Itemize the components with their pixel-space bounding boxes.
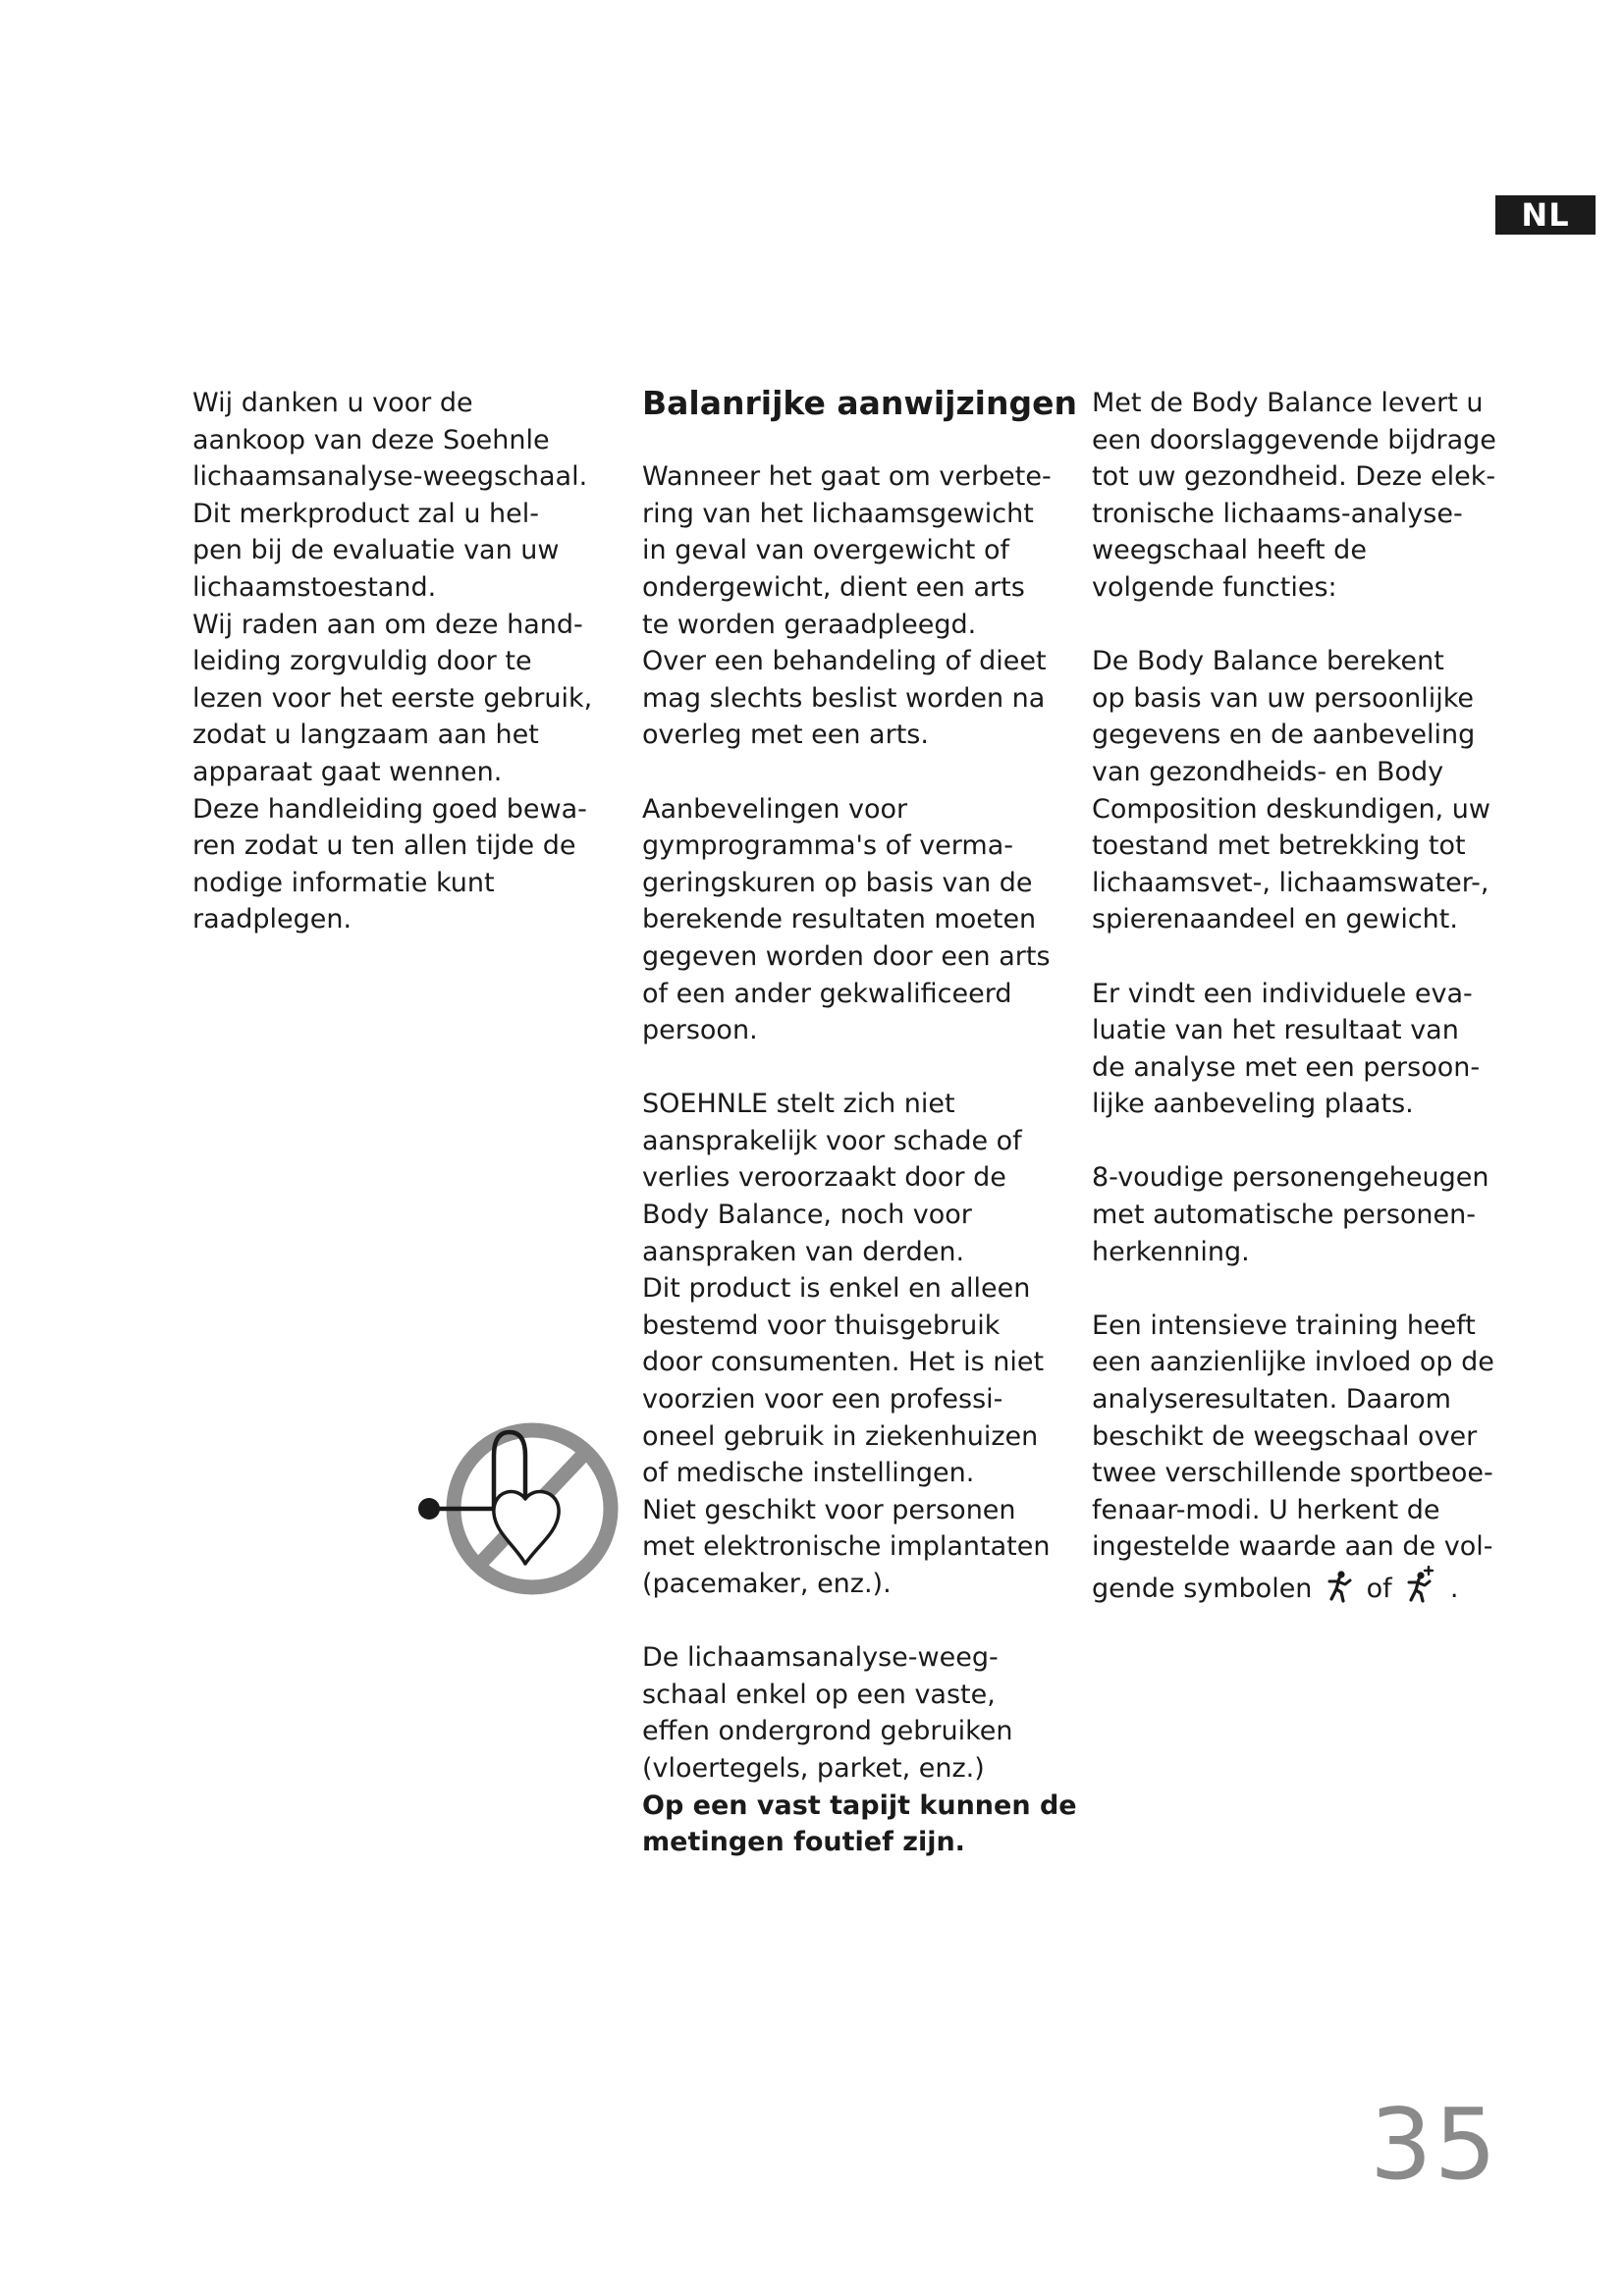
symbols-line-post: .: [1449, 1574, 1459, 1604]
text-line: effen ondergrond gebruiken: [642, 1716, 1013, 1747]
language-badge: NL: [1495, 195, 1596, 235]
text-line: nodige informatie kunt: [192, 867, 495, 898]
text-line: van gezondheids- en Body: [1092, 756, 1444, 787]
text-line: zodat u langzaam aan het: [192, 720, 539, 751]
symbols-line-pre: gende symbolen: [1092, 1574, 1313, 1604]
text-line: te worden geraadpleegd.: [642, 609, 977, 640]
athlete-plus-mode-icon: [1404, 1566, 1437, 1603]
text-line: oneel gebruik in ziekenhuizen: [642, 1420, 1039, 1452]
text-line: apparaat gaat wennen.: [192, 756, 503, 787]
text-line: raadplegen.: [192, 904, 352, 935]
safety-column: [642, 384, 1077, 1861]
text-line: leiding zorgvuldig door te: [192, 646, 532, 677]
section-heading: Balanrijke aanwijzingen: [642, 384, 1077, 422]
text-line: 8-voudige personengeheugen: [1092, 1162, 1489, 1194]
text-line: analyseresultaten. Daarom: [1092, 1384, 1451, 1415]
text-line: Dit merkproduct zal u hel-: [192, 498, 540, 529]
athlete-mode-icon: [1325, 1570, 1354, 1603]
text-line: Wanneer het gaat om verbete-: [642, 461, 1052, 493]
text-line: Body Balance, noch voor: [642, 1200, 972, 1231]
text-line: Deze handleiding goed bewa-: [192, 793, 587, 825]
text-line: Dit product is enkel en alleen: [642, 1273, 1031, 1305]
text-line: gegeven worden door een arts: [642, 940, 1051, 972]
text-line: (pacemaker, enz.).: [642, 1569, 892, 1599]
text-line: door consumenten. Het is niet: [642, 1347, 1045, 1378]
text-line: pen bij de evaluatie van uw: [192, 535, 560, 566]
symbols-line-mid: of: [1366, 1574, 1392, 1604]
text-line: herkenning.: [1092, 1236, 1250, 1267]
text-line: spierenaandeel en gewicht.: [1092, 904, 1458, 935]
no-pacemaker-icon: [409, 1420, 621, 1597]
text-line: ren zodat u ten allen tijde de: [192, 830, 576, 862]
text-line: aanspraken van derden.: [642, 1236, 965, 1267]
text-line: Aanbevelingen voor: [642, 793, 908, 825]
text-line: persoon.: [642, 1015, 758, 1046]
text-line: tronische lichaams-analyse-: [1092, 498, 1463, 529]
page-number: 35: [1370, 2087, 1499, 2202]
text-line: voorzien voor een professi-: [642, 1384, 1003, 1415]
text-line: ondergewicht, dient een arts: [642, 571, 1025, 603]
text-line: Een intensieve training heeft: [1092, 1309, 1476, 1341]
text-line: op basis van uw persoonlijke: [1092, 682, 1474, 714]
text-line: lichaamsvet-, lichaamswater-,: [1092, 867, 1489, 898]
text-line: Er vindt een individuele eva-: [1092, 978, 1473, 1009]
text-line: schaal enkel op een vaste,: [642, 1679, 996, 1710]
text-line: lijke aanbeveling plaats.: [1092, 1089, 1414, 1120]
intro-column: [192, 385, 605, 938]
text-line: in geval van overgewicht of: [642, 535, 1009, 566]
text-line: Niet geschikt voor personen: [642, 1494, 1016, 1525]
text-line: SOEHNLE stelt zich niet: [642, 1089, 955, 1120]
text-line: ring van het lichaamsgewicht: [642, 498, 1034, 529]
text-line: lichaamstoestand.: [192, 571, 437, 603]
text-line: aankoop van deze Soehnle: [192, 424, 550, 455]
text-line: de analyse met een persoon-: [1092, 1051, 1481, 1083]
text-line: Over een behandeling of dieet: [642, 646, 1047, 677]
text-line: ingestelde waarde aan de vol-: [1092, 1531, 1493, 1563]
text-line: volgende functies:: [1092, 571, 1337, 603]
text-line: mag slechts beslist worden na: [642, 682, 1046, 714]
text-line: berekende resultaten moeten: [642, 904, 1037, 935]
text-line: Composition deskundigen, uw: [1092, 793, 1490, 825]
text-line: bestemd voor thuisgebruik: [642, 1309, 1001, 1341]
text-line: Wij raden aan om deze hand-: [192, 609, 583, 640]
text-line: gymprogramma's of verma-: [642, 830, 1013, 862]
text-line: een doorslaggevende bijdrage: [1092, 424, 1496, 455]
text-line: gegevens en de aanbeveling: [1092, 720, 1476, 751]
text-line: verlies veroorzaakt door de: [642, 1162, 1006, 1194]
text-line: weegschaal heeft de: [1092, 535, 1367, 566]
text-line: beschikt de weegschaal over: [1092, 1420, 1478, 1452]
text-line: (vloertegels, parket, enz.): [642, 1752, 985, 1784]
text-line: twee verschillende sportbeoe-: [1092, 1458, 1493, 1489]
text-line: met automatische personen-: [1092, 1200, 1477, 1231]
text-line: fenaar-modi. U herkent de: [1092, 1494, 1440, 1525]
features-column: [1092, 385, 1504, 1608]
text-line: lichaamsanalyse-weegschaal.: [192, 461, 588, 493]
text-line: of een ander gekwalificeerd: [642, 978, 1012, 1009]
text-line: lezen voor het eerste gebruik,: [192, 682, 593, 714]
warning-text-line: Op een vast tapijt kunnen de: [642, 1789, 1077, 1821]
warning-text-line: metingen foutief zijn.: [642, 1827, 965, 1858]
text-line: geringskuren op basis van de: [642, 867, 1033, 898]
text-line: De Body Balance berekent: [1092, 646, 1444, 677]
text-line: Wij danken u voor de: [192, 388, 473, 418]
symbols-line: [1092, 1566, 1504, 1608]
text-line: tot uw gezondheid. Deze elek-: [1092, 461, 1496, 493]
text-line: toestand met betrekking tot: [1092, 830, 1466, 862]
text-line: luatie van het resultaat van: [1092, 1015, 1459, 1046]
text-line: De lichaamsanalyse-weeg-: [642, 1642, 999, 1674]
text-line: Met de Body Balance levert u: [1092, 388, 1484, 418]
text-line: aansprakelijk voor schade of: [642, 1125, 1022, 1156]
text-line: met elektronische implantaten: [642, 1531, 1051, 1563]
text-line: een aanzienlijke invloed op de: [1092, 1347, 1494, 1378]
text-line: overleg met een arts.: [642, 720, 929, 751]
text-line: of medische instellingen.: [642, 1458, 975, 1489]
